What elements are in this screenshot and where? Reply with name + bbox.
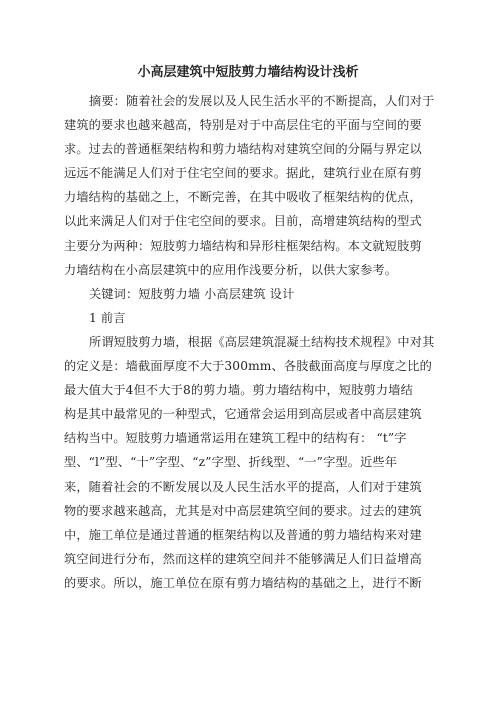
text-line: 物的要求越来越高，尤其是对中高层建筑空间的要求。过去的建筑 [64,503,422,518]
text-line: 关键词：短肢剪力墙 小高层建筑 设计 [89,286,295,301]
text-line: 所谓短肢剪力墙，根据《高层建筑混凝土结构技术规程》中对其 [89,334,435,349]
text-line: 建筑的要求也越来越高，特别是对于中高层住宅的平面与空间的要 [64,118,422,133]
text-line: 中，施工单位是通过普通的框架结构以及普通的剪力墙结构来对建 [64,527,422,542]
text-line: 远远不能满足人们对于住宅空间的要求。据此，建筑行业在原有剪 [64,166,422,181]
text-line: 的要求。所以，施工单位在原有剪力墙结构的基础之上，进行不断 [64,575,422,590]
text-line: 的定义是：墙截面厚度不大于300mm、各肢截面高度与厚度之比的 [64,359,432,374]
document-body [64,89,435,595]
text-line: 1 前言 [89,310,126,325]
text-line: 主要分为两种：短肢剪力墙结构和异形柱框架结构。本文就短肢剪 [64,238,422,253]
text-line: 求。过去的普通框架结构和剪力墙结构对建筑空间的分隔与界定以 [64,142,422,157]
text-line: 最大值大于4但不大于8的剪力墙。剪力墙结构中，短肢剪力墙结 [64,383,413,398]
document-title: 小高层建筑中短肢剪力墙结构设计浅析 [137,65,359,80]
text-line: 型、“l”型、“十”字型、“z”字型、折线型、“一”字型。近些年 [64,455,398,470]
text-line: 构是其中最常见的一种型式，它通常会运用到高层或者中高层建筑 [64,407,422,422]
text-line: 以此来满足人们对于住宅空间的要求。目前，高增建筑结构的型式 [64,214,422,229]
text-line: 摘要：随着社会的发展以及人民生活水平的不断提高，人们对于 [89,94,435,108]
text-line: 来，随着社会的不断发展以及人民生活水平的提高，人们对于建筑 [64,479,422,494]
text-line: 力墙结构在小高层建筑中的应用作浅要分析，以供大家参考。 [64,262,398,277]
text-line: 筑空间进行分布，然而这样的建筑空间并不能够满足人们日益增高 [64,551,422,566]
text-line: 结构当中。短肢剪力墙通常运用在建筑工程中的结构有： “t”字 [64,431,407,446]
text-line: 力墙结构的基础之上，不断完善，在其中吸收了框架结构的优点， [64,190,422,205]
